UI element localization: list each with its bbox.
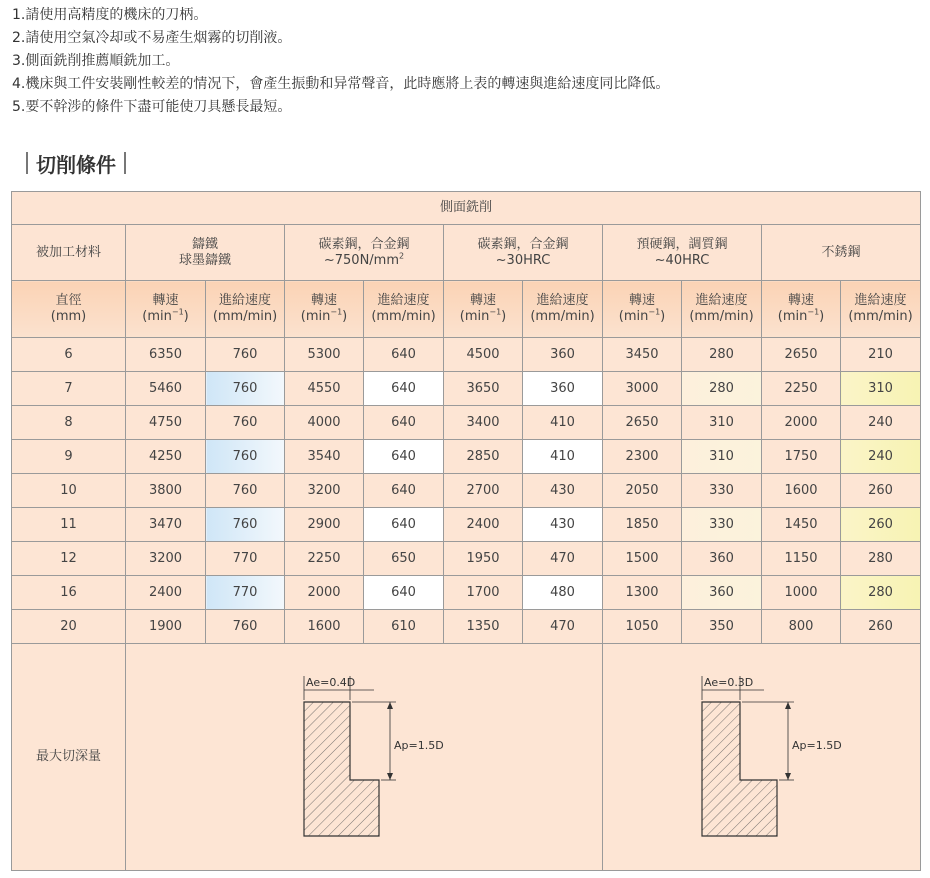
feed-cell: 330	[682, 474, 762, 508]
note-3: 3.側面銑削推薦順銑加工。	[12, 53, 180, 69]
table-row	[12, 508, 921, 542]
feed-cell: 280	[682, 372, 762, 406]
speed-cell: 1300	[603, 576, 682, 610]
speed-cell: 3200	[126, 542, 206, 576]
feed-cell: 760	[206, 508, 285, 542]
feed-cell: 260	[841, 610, 921, 644]
notes-list	[12, 4, 669, 119]
speed-cell: 1050	[603, 610, 682, 644]
speed-cell: 800	[762, 610, 841, 644]
speed-cell: 2400	[444, 508, 523, 542]
feed-cell: 640	[364, 474, 444, 508]
table-row	[12, 542, 921, 576]
speed-cell: 1850	[603, 508, 682, 542]
table-row	[12, 338, 921, 372]
speed-header: 轉速 $(\min^{-1})$	[444, 281, 523, 338]
speed-cell: 4550	[285, 372, 364, 406]
feed-header: 進給速度 (mm/min)	[206, 281, 285, 338]
speed-cell: 2300	[603, 440, 682, 474]
table-row	[12, 372, 921, 406]
cut-depth-diagram	[284, 662, 444, 852]
speed-cell: 3800	[126, 474, 206, 508]
section-title	[18, 148, 134, 178]
speed-cell: 1700	[444, 576, 523, 610]
speed-cell: 2250	[285, 542, 364, 576]
cutting-conditions-table	[11, 191, 921, 871]
speed-cell: 2850	[444, 440, 523, 474]
material-header: 碳素鋼，合金鋼 $\sim 750N/mm^2$	[285, 225, 444, 281]
feed-cell: 410	[523, 406, 603, 440]
feed-cell: 430	[523, 474, 603, 508]
diameter-cell: 12	[12, 542, 126, 576]
feed-cell: 760	[206, 474, 285, 508]
table-row	[12, 406, 921, 440]
speed-cell: 1950	[444, 542, 523, 576]
speed-header: 轉速 $(\min^{-1})$	[285, 281, 364, 338]
feed-cell: 310	[682, 440, 762, 474]
speed-cell: 1600	[285, 610, 364, 644]
feed-cell: 240	[841, 406, 921, 440]
feed-header: 進給速度 (mm/min)	[682, 281, 762, 338]
feed-header: 進給速度 (mm/min)	[364, 281, 444, 338]
material-header: 不銹鋼	[762, 225, 921, 281]
table-row	[12, 474, 921, 508]
feed-cell: 410	[523, 440, 603, 474]
feed-cell: 640	[364, 406, 444, 440]
feed-cell: 760	[206, 610, 285, 644]
feed-cell: 640	[364, 338, 444, 372]
feed-cell: 260	[841, 474, 921, 508]
feed-cell: 210	[841, 338, 921, 372]
material-header: 碳素鋼，合金鋼 ~30HRC	[444, 225, 603, 281]
feed-cell: 360	[682, 542, 762, 576]
feed-cell: 280	[841, 576, 921, 610]
feed-cell: 240	[841, 440, 921, 474]
feed-cell: 640	[364, 372, 444, 406]
speed-cell: 3400	[444, 406, 523, 440]
max-depth-row	[12, 644, 921, 871]
diameter-header: 直徑 (mm)	[12, 281, 126, 338]
speed-cell: 4500	[444, 338, 523, 372]
diameter-cell: 10	[12, 474, 126, 508]
feed-cell: 260	[841, 508, 921, 542]
speed-cell: 3470	[126, 508, 206, 542]
feed-cell: 470	[523, 610, 603, 644]
speed-cell: 2900	[285, 508, 364, 542]
material-header: 鑄鐵 球墨鑄鐵	[126, 225, 285, 281]
material-label: 被加工材料	[12, 225, 126, 281]
diameter-cell: 7	[12, 372, 126, 406]
ae-label: Ae=0.4D	[306, 676, 356, 689]
material-header: 預硬鋼，調質鋼 ~40HRC	[603, 225, 762, 281]
feed-cell: 280	[682, 338, 762, 372]
diameter-cell: 8	[12, 406, 126, 440]
feed-header: 進給速度 (mm/min)	[523, 281, 603, 338]
cut-depth-diagram	[682, 662, 842, 852]
speed-cell: 2400	[126, 576, 206, 610]
speed-cell: 5460	[126, 372, 206, 406]
speed-header: 轉速 $(\min^{-1})$	[126, 281, 206, 338]
speed-cell: 1600	[762, 474, 841, 508]
table-row	[12, 576, 921, 610]
speed-cell: 3200	[285, 474, 364, 508]
feed-cell: 770	[206, 576, 285, 610]
feed-cell: 310	[841, 372, 921, 406]
speed-header: 轉速 $(\min^{-1})$	[762, 281, 841, 338]
note-4: 4.機床與工件安裝剛性較差的情况下，會產生振動和异常聲音，此時應將上表的轉速與進給速度同比降低。	[12, 76, 670, 92]
feed-cell: 760	[206, 338, 285, 372]
feed-cell: 360	[523, 338, 603, 372]
ap-label: Ap=1.5D	[394, 739, 444, 752]
feed-cell: 610	[364, 610, 444, 644]
speed-header: 轉速 $(\min^{-1})$	[603, 281, 682, 338]
feed-cell: 760	[206, 372, 285, 406]
diameter-cell: 16	[12, 576, 126, 610]
ap-label: Ap=1.5D	[791, 739, 842, 752]
speed-cell: 2250	[762, 372, 841, 406]
feed-cell: 350	[682, 610, 762, 644]
feed-cell: 640	[364, 576, 444, 610]
ae-label: Ae=0.3D	[703, 676, 753, 689]
speed-cell: 6350	[126, 338, 206, 372]
feed-cell: 640	[364, 440, 444, 474]
speed-cell: 3650	[444, 372, 523, 406]
speed-cell: 2650	[603, 406, 682, 440]
feed-cell: 770	[206, 542, 285, 576]
max-depth-label: 最大切深量	[12, 644, 126, 871]
section-title-text: 切削條件	[36, 152, 116, 177]
speed-cell: 5300	[285, 338, 364, 372]
diagram-cell-right	[603, 644, 921, 871]
title-bar-left	[26, 152, 28, 174]
speed-cell: 1350	[444, 610, 523, 644]
feed-cell: 760	[206, 440, 285, 474]
speed-cell: 3000	[603, 372, 682, 406]
speed-cell: 2050	[603, 474, 682, 508]
speed-cell: 4250	[126, 440, 206, 474]
speed-cell: 1450	[762, 508, 841, 542]
speed-cell: 2000	[762, 406, 841, 440]
speed-cell: 2700	[444, 474, 523, 508]
feed-cell: 760	[206, 406, 285, 440]
title-bar-right	[124, 152, 126, 174]
speed-cell: 1000	[762, 576, 841, 610]
feed-cell: 360	[682, 576, 762, 610]
feed-cell: 430	[523, 508, 603, 542]
speed-cell: 1500	[603, 542, 682, 576]
note-1: 1.請使用高精度的機床的刀柄。	[12, 7, 208, 23]
diameter-cell: 9	[12, 440, 126, 474]
feed-cell: 650	[364, 542, 444, 576]
speed-cell: 2650	[762, 338, 841, 372]
diameter-cell: 20	[12, 610, 126, 644]
feed-cell: 360	[523, 372, 603, 406]
speed-cell: 4000	[285, 406, 364, 440]
speed-cell: 4750	[126, 406, 206, 440]
feed-cell: 640	[364, 508, 444, 542]
speed-cell: 2000	[285, 576, 364, 610]
diameter-cell: 6	[12, 338, 126, 372]
speed-cell: 3450	[603, 338, 682, 372]
diagram-cell-left	[126, 644, 603, 871]
feed-cell: 470	[523, 542, 603, 576]
side-milling-header: 側面銑削	[12, 192, 921, 225]
table-row	[12, 610, 921, 644]
feed-cell: 330	[682, 508, 762, 542]
diameter-cell: 11	[12, 508, 126, 542]
speed-cell: 1150	[762, 542, 841, 576]
speed-cell: 1900	[126, 610, 206, 644]
feed-header: 進給速度 (mm/min)	[841, 281, 921, 338]
feed-cell: 310	[682, 406, 762, 440]
table-row	[12, 440, 921, 474]
feed-cell: 480	[523, 576, 603, 610]
note-5: 5.要不幹涉的條件下盡可能使刀具懸長最短。	[12, 99, 292, 115]
feed-cell: 280	[841, 542, 921, 576]
speed-cell: 3540	[285, 440, 364, 474]
speed-cell: 1750	[762, 440, 841, 474]
note-2: 2.請使用空氣冷却或不易產生烟霧的切削液。	[12, 30, 292, 46]
